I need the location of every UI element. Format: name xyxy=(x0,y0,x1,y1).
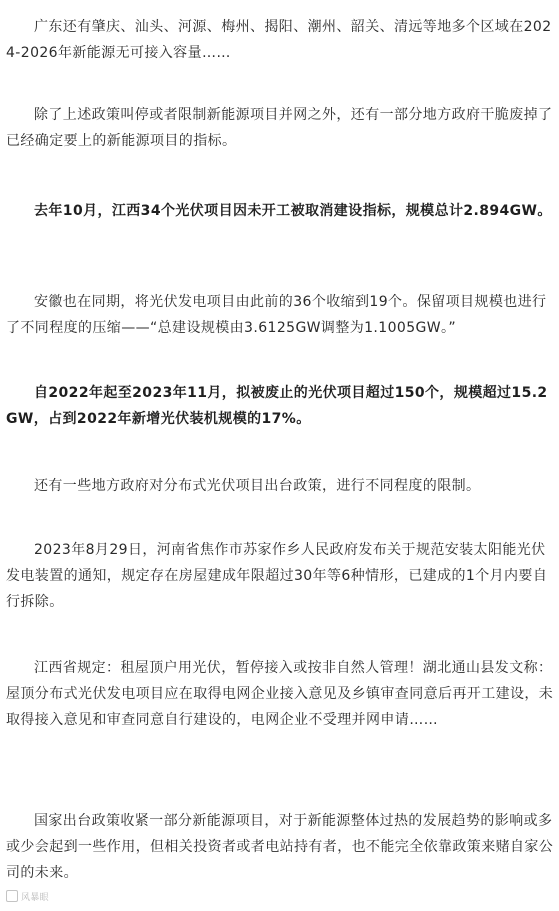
paragraph-distributed-limits: 还有一些地方政府对分布式光伏项目出台政策，进行不同程度的限制。 xyxy=(34,478,481,494)
paragraph-local-gov-cancel: 除了上述政策叫停或者限制新能源项目并网之外，还有一部分地方政府干脆废掉了已经确定要上的新能源项目的指标。 xyxy=(6,107,553,149)
paragraph-conclusion: 国家出台政策收紧一部分新能源项目，对于新能源整体过热的发展趋势的影响或多或少会起到一些作用，但相关投资者或者电站持有者，也不能完全依靠政策来赌自家公司的未来。 xyxy=(6,813,554,881)
paragraph-guangdong-capacity: 广东还有肇庆、汕头、河源、梅州、揭阳、潮州、韶关、清远等地多个区域在2024-2026年新能源无可接入容量…… xyxy=(6,19,552,61)
watermark xyxy=(6,890,49,903)
paragraph-abolished-projects: 自2022年起至2023年11月，拟被废止的光伏项目超过150个，规模超过15.2GW，占到2022年新增光伏装机规模的17%。 xyxy=(6,385,548,427)
watermark-logo-icon xyxy=(6,890,18,902)
watermark-text: 风暴眼 xyxy=(21,893,49,903)
paragraph-jiangxi-cancelled: 去年10月，江西34个光伏项目因未开工被取消建设指标，规模总计2.894GW。 xyxy=(34,203,552,219)
paragraph-jiangxi-hubei-rules: 江西省规定：租屋顶户用光伏，暂停接入或按非自然人管理！湖北通山县发文称：屋顶分布式光伏发电项目应在取得电网企业接入意见及乡镇审查同意后再开工建设，未取得接入意见和审查同意自行建设的，电网企业不受理并网申请…… xyxy=(6,660,554,728)
paragraph-anhui-shrink: 安徽也在同期，将光伏发电项目由此前的36个收缩到19个。保留项目规模也进行了不同程度的压缩——“总建设规模由3.6125GW调整为1.1005GW。” xyxy=(6,294,547,336)
paragraph-henan-notice: 2023年8月29日，河南省焦作市苏家作乡人民政府发布关于规范安装太阳能光伏发电装置的通知，规定存在房屋建成年限超过30年等6种情形，已建成的1个月内要自行拆除。 xyxy=(6,542,548,610)
